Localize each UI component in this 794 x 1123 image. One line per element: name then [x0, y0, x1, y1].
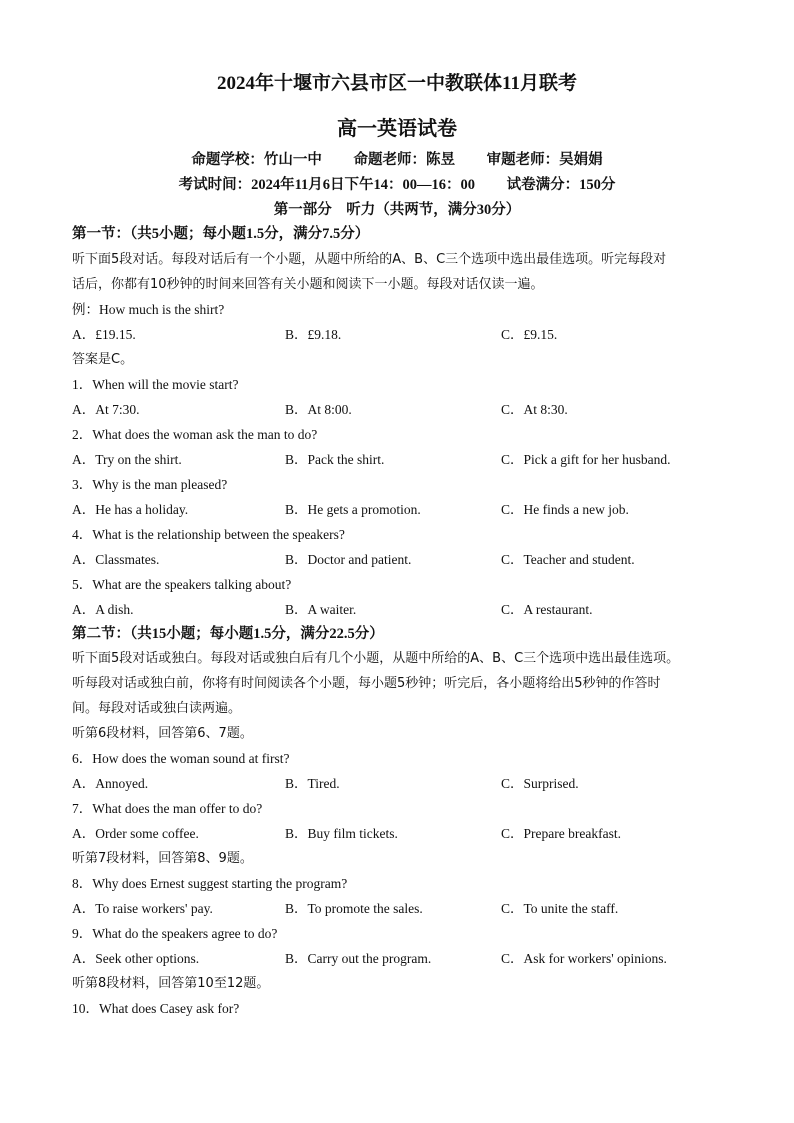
q8-option-c: C．To unite the staff. [501, 901, 619, 916]
setter-teacher: 命题老师：陈昱 [353, 152, 455, 168]
exam-total-score: 试卷满分：150分 [506, 177, 616, 193]
question-4: 4．What is the relationship between the speakers? [72, 527, 345, 542]
question-3: 3．Why is the man pleased? [72, 477, 228, 492]
question-10: 10．What does Casey ask for? [72, 1001, 240, 1016]
q3-option-b: B．He gets a promotion. [285, 502, 421, 517]
section2-heading: 第二节：（共15小题；每小题1.5分，满分22.5分） [72, 626, 384, 642]
exam-staff [0, 148, 794, 169]
q3-option-a: A．He has a holiday. [72, 502, 189, 517]
q7-option-c: C．Prepare breakfast. [501, 826, 621, 841]
section1-heading: 第一节：（共5小题；每小题1.5分，满分7.5分） [72, 226, 370, 242]
exam-title: 2024年十堰市六县市区一中教联体11月联考 [217, 73, 577, 94]
exam-info [0, 173, 794, 194]
question-2: 2．What does the woman ask the man to do? [72, 427, 318, 442]
q1-option-b: B．At 8:00. [285, 402, 352, 417]
q6-option-b: B．Tired. [285, 776, 340, 791]
question-8: 8．Why does Ernest suggest starting the program? [72, 876, 348, 891]
q5-option-b: B．A waiter. [285, 602, 357, 617]
example-question: 例：How much is the shirt? [72, 302, 225, 317]
q9-option-c: C．Ask for workers' opinions. [501, 951, 667, 966]
q6-option-c: C．Surprised. [501, 776, 579, 791]
example-answer: 答案是C。 [72, 352, 134, 367]
setter-school: 命题学校：竹山一中 [191, 152, 322, 168]
question-7: 7．What does the man offer to do? [72, 801, 263, 816]
q4-option-c: C．Teacher and student. [501, 552, 635, 567]
question-9: 9．What do the speakers agree to do? [72, 926, 278, 941]
q2-option-c: C．Pick a gift for her husband. [501, 452, 671, 467]
exam-time: 考试时间：2024年11月6日下午14：00—16：00 [178, 177, 476, 193]
question-5: 5．What are the speakers talking about? [72, 577, 292, 592]
material-8-note: 听第8段材料，回答第10至12题。 [72, 976, 270, 991]
q3-option-c: C．He finds a new job. [501, 502, 629, 517]
example-option-b: B．£9.18. [285, 327, 342, 342]
section2-instructions-2: 听每段对话或独白前，你将有时间阅读各个小题，每小题5秒钟；听完后，各小题将给出5秒钟的作答时 [72, 676, 661, 691]
question-1: 1．When will the movie start? [72, 377, 239, 392]
material-6-note: 听第6段材料，回答第6、7题。 [72, 726, 253, 741]
q7-option-b: B．Buy film tickets. [285, 826, 398, 841]
q5-option-a: A．A dish. [72, 602, 134, 617]
section2-instructions-1: 听下面5段对话或独白。每段对话或独白后有几个小题，从题中所给的A、B、C三个选项中选出最佳选项。 [72, 651, 680, 666]
q5-option-c: C．A restaurant. [501, 602, 593, 617]
q2-option-b: B．Pack the shirt. [285, 452, 385, 467]
q2-option-a: A．Try on the shirt. [72, 452, 182, 467]
part-heading: 第一部分 听力（共两节，满分30分） [273, 202, 521, 218]
q6-option-a: A．Annoyed. [72, 776, 149, 791]
q4-option-a: A．Classmates. [72, 552, 160, 567]
section2-instructions-3: 间。每段对话或独白读两遍。 [72, 701, 242, 716]
q1-option-c: C．At 8:30. [501, 402, 568, 417]
q8-option-b: B．To promote the sales. [285, 901, 423, 916]
q8-option-a: A．To raise workers' pay. [72, 901, 213, 916]
q9-option-b: B．Carry out the program. [285, 951, 432, 966]
section1-instructions-2: 话后，你都有10秒钟的时间来回答有关小题和阅读下一小题。每段对话仅读一遍。 [72, 277, 544, 292]
material-7-note: 听第7段材料，回答第8、9题。 [72, 851, 253, 866]
question-6: 6．How does the woman sound at first? [72, 751, 290, 766]
q9-option-a: A．Seek other options. [72, 951, 200, 966]
example-option-a: A．£19.15. [72, 327, 136, 342]
example-option-c: C．£9.15. [501, 327, 558, 342]
reviewer-teacher: 审题老师：吴娟娟 [486, 152, 603, 168]
exam-subtitle: 高一英语试卷 [337, 118, 457, 140]
q4-option-b: B．Doctor and patient. [285, 552, 412, 567]
q1-option-a: A．At 7:30. [72, 402, 140, 417]
section1-instructions-1: 听下面5段对话。每段对话后有一个小题，从题中所给的A、B、C三个选项中选出最佳选项。听完每段对 [72, 252, 667, 267]
q7-option-a: A．Order some coffee. [72, 826, 199, 841]
